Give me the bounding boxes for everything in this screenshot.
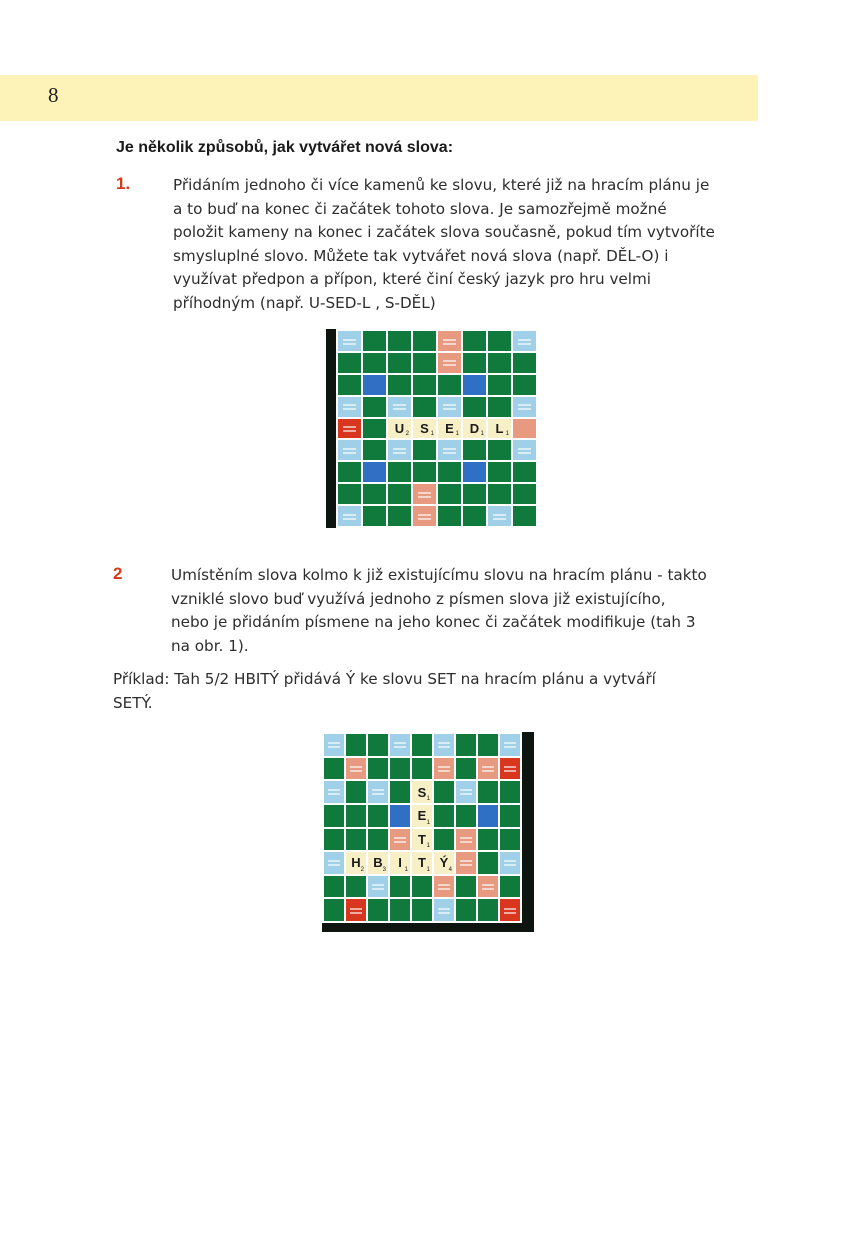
example-line: SETÝ. [113,693,153,712]
item-2-text [171,564,707,658]
board-2-square [456,876,476,898]
board-2-tile [434,852,454,874]
board-2-square [456,805,476,827]
item-1-line: a to buď na konec či začátek tohoto slova. Je samozřejmě možné [173,199,667,218]
board-1-square [363,353,386,373]
board-1-square [488,440,511,460]
board-1-tile [488,419,511,439]
board-2-square [478,734,498,756]
board-2-tile [412,829,432,851]
board-1-tile [413,419,436,439]
board-2-square [456,734,476,756]
board-2-square [368,899,388,921]
tile-points: 3 [382,866,386,873]
board-2-row-axis [522,732,534,932]
board-1-row-axis [326,329,336,528]
board-2-square [478,899,498,921]
board-1-square [363,440,386,460]
scrabble-board-2 [322,732,534,932]
board-1-premium-square [338,506,361,526]
tile-points: 1 [426,819,430,826]
board-2-premium-square [346,899,366,921]
board-2-premium-square [500,852,520,874]
board-2-square [390,758,410,780]
tile-letter: H [351,855,361,871]
board-1-premium-square [338,419,361,439]
tile-points: 1 [505,431,509,438]
example-text [113,668,656,715]
board-2-premium-square [478,876,498,898]
board-2-premium-square [324,734,344,756]
header-band [0,75,758,121]
board-1-square [438,375,461,395]
board-2-square [324,829,344,851]
board-2-premium-square [434,734,454,756]
board-2-premium-square [390,734,410,756]
board-2-square [434,829,454,851]
board-1-square [438,484,461,504]
board-2-premium-square [478,805,498,827]
board-2-premium-square [434,876,454,898]
example-line: Příklad: Tah 5/2 HBITÝ přidává Ý ke slovu SET na hracím plánu a vytváří [113,670,656,688]
board-2-premium-square [368,781,388,803]
board-2-premium-square [434,758,454,780]
tile-letter: Ý [439,855,449,871]
board-1-square [463,353,486,373]
tile-letter: I [398,855,402,871]
tile-points: 1 [426,866,430,873]
board-1-square [513,375,536,395]
board-2-premium-square [324,852,344,874]
item-1-line: Přidáním jednoho či více kamenů ke slovu, které již na hracím plánu je [173,176,710,194]
board-1-premium-square [513,397,536,417]
board-1-square [463,397,486,417]
board-2-tile [412,852,432,874]
board-2-square [324,758,344,780]
board-2-tile [412,805,432,827]
board-2-square [324,899,344,921]
board-1-premium-square [338,331,361,351]
board-1-premium-square [463,462,486,482]
board-2-square [346,805,366,827]
board-2-square [412,899,432,921]
tile-letter: E [417,808,427,824]
board-2-square [500,829,520,851]
tile-letter: L [495,420,504,436]
board-2-premium-square [500,899,520,921]
board-1-square [363,419,386,439]
tile-letter: D [469,420,480,436]
board-2-square [368,734,388,756]
board-1-square [363,397,386,417]
board-1-square [513,484,536,504]
board-1-premium-square [488,506,511,526]
board-1-square [488,331,511,351]
board-1-square [413,440,436,460]
board-1-square [388,353,411,373]
item-2-line: na obr. 1). [171,636,249,655]
tile-points: 1 [426,795,430,802]
board-2-square [346,829,366,851]
board-2-square [412,876,432,898]
board-1-tile [463,419,486,439]
board-2-tile [346,852,366,874]
item-2-line: nebo je přidáním písmene na jeho konec či začátek modifikuje (tah 3 [171,613,696,632]
board-2-square [324,876,344,898]
board-2-premium-square [456,829,476,851]
board-2-premium-square [368,876,388,898]
tile-points: 1 [426,843,430,850]
board-2-square [456,758,476,780]
board-1-square [463,331,486,351]
board-1-tile [438,419,461,439]
board-1-square [388,506,411,526]
tile-letter: E [445,420,454,436]
item-1-number: 1. [116,174,131,193]
board-2-premium-square [324,781,344,803]
board-2-tile [412,781,432,803]
board-2-premium-square [456,852,476,874]
board-2-premium-square [434,899,454,921]
item-1-text [173,174,715,316]
board-1-square [413,462,436,482]
board-1-premium-square [513,419,536,439]
board-2-square [456,899,476,921]
board-1-premium-square [413,506,436,526]
tile-letter: S [420,420,429,436]
board-2-square [324,805,344,827]
scrabble-board-1 [326,329,538,528]
tile-points: 1 [480,431,484,438]
board-2-square [390,781,410,803]
board-1-square [338,375,361,395]
board-1-premium-square [513,440,536,460]
board-1-square [513,353,536,373]
board-1-premium-square [363,462,386,482]
board-1-square [338,353,361,373]
tile-letter: S [417,784,427,800]
board-1-square [413,397,436,417]
board-1-square [363,506,386,526]
board-1-square [388,484,411,504]
board-1-square [488,462,511,482]
board-2-square [346,734,366,756]
tile-points: 1 [404,866,408,873]
board-1-square [413,353,436,373]
board-1-square [338,462,361,482]
board-1-square [488,375,511,395]
tile-letter: T [418,831,426,847]
board-1-square [513,506,536,526]
board-2-square [368,758,388,780]
item-2-line: Umístěním slova kolmo k již existujícímu slovu na hracím plánu - takto [171,566,707,584]
item-1-line: položit kameny na konec i začátek slova současně, pokud tím vytvoříte [173,223,715,242]
board-1-square [388,462,411,482]
board-1-square [488,397,511,417]
board-2-tile [368,852,388,874]
item-2-number: 2 [113,564,123,583]
tile-points: 2 [405,431,409,438]
board-2-premium-square [500,758,520,780]
board-1-premium-square [338,397,361,417]
board-2-square [412,758,432,780]
board-1-square [388,331,411,351]
board-1-grid [336,329,538,528]
board-2-square [346,876,366,898]
board-1-square [363,331,386,351]
tile-letter: U [394,420,405,436]
board-1-tile [388,419,411,439]
board-1-square [438,462,461,482]
board-1-premium-square [438,331,461,351]
board-2-premium-square [390,829,410,851]
board-2-square [478,781,498,803]
item-1-line: příhodným (např. U-SED-L , S-DĚL) [173,293,436,312]
board-2-square [390,876,410,898]
board-1-premium-square [413,484,436,504]
board-2-grid [322,732,522,923]
board-1-premium-square [338,440,361,460]
board-2-square [434,805,454,827]
board-1-square [338,484,361,504]
board-2-square [368,829,388,851]
board-2-premium-square [478,758,498,780]
tile-letter: T [418,855,426,871]
board-1-premium-square [463,375,486,395]
board-1-premium-square [388,397,411,417]
board-2-square [500,876,520,898]
board-2-premium-square [390,805,410,827]
board-1-square [363,484,386,504]
board-1-square [463,506,486,526]
tile-points: 1 [455,431,459,438]
board-1-square [463,440,486,460]
board-1-square [463,484,486,504]
board-1-square [388,375,411,395]
board-2-square [478,829,498,851]
board-1-square [488,353,511,373]
item-1-line: smysluplné slovo. Můžete tak vytvářet nová slova (např. DĚL-O) i [173,246,669,265]
item-2-line: vzniklé slovo buď využívá jednoho z písmen slova již existujícího, [171,589,666,608]
board-1-premium-square [438,440,461,460]
board-1-premium-square [438,397,461,417]
board-2-tile [390,852,410,874]
board-2-square [500,805,520,827]
tile-points: 1 [430,431,434,438]
board-1-square [488,484,511,504]
board-2-col-axis [322,923,534,932]
item-1-line: využívat předpon a přípon, které činí český jazyk pro hru velmi [173,270,652,289]
board-1-square [513,462,536,482]
board-1-square [413,375,436,395]
board-2-square [346,781,366,803]
board-1-square [438,506,461,526]
board-2-square [478,852,498,874]
board-1-premium-square [363,375,386,395]
board-1-premium-square [513,331,536,351]
board-1-premium-square [388,440,411,460]
board-2-premium-square [500,734,520,756]
tile-letter: B [373,855,383,871]
board-2-square [390,899,410,921]
board-2-premium-square [346,758,366,780]
board-2-square [412,734,432,756]
board-1-square [413,331,436,351]
board-2-square [434,781,454,803]
tile-points: 2 [360,866,364,873]
board-2-square [500,781,520,803]
page-number: 8 [48,83,59,107]
board-2-square [368,805,388,827]
board-2-premium-square [456,781,476,803]
section-heading: Je několik způsobů, jak vytvářet nová slova: [116,139,454,156]
tile-points: 4 [448,866,452,873]
board-1-premium-square [438,353,461,373]
